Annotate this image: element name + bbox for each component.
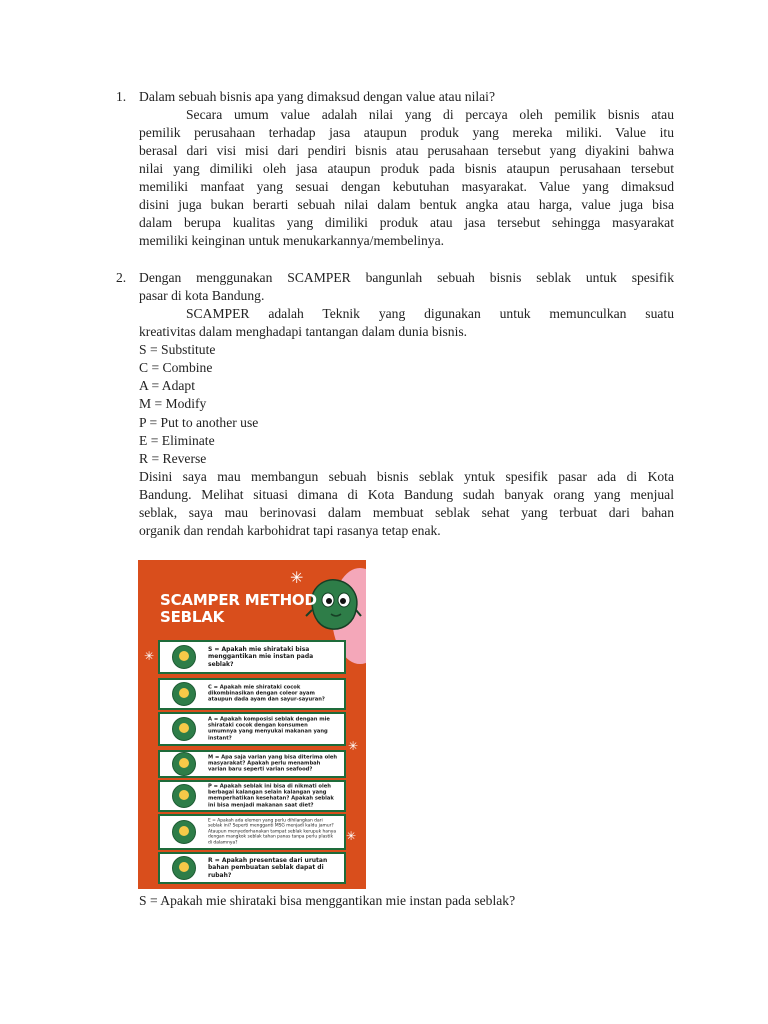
- q1-question: Dalam sebuah bisnis apa yang dimaksud dengan value atau nilai?: [139, 89, 495, 104]
- q2-plan-line: Disini saya mau membangun sebuah bisnis seblak yntuk spesifik pasar ada di Kota: [139, 469, 674, 484]
- card-text: C = Apakah mie shirataki cocok dikombinasikan dengan coleor ayam ataupun dada ayam dan sayur-sayuran?: [208, 684, 325, 704]
- scamper-item: M = Modify: [139, 396, 207, 411]
- avatar-icon: [172, 682, 196, 706]
- avatar-icon: [172, 645, 196, 669]
- q2-plan-line: Bandung. Melihat situasi dimana di Kota Bandung sudah banyak orang yang menjual: [139, 487, 674, 502]
- avatar-icon: [172, 752, 196, 776]
- card-text: R = Apakah presentase dari urutan bahan pembuatan seblak dapat di rubah?: [208, 856, 328, 879]
- scamper-card: [158, 750, 346, 778]
- card-text: E = Apakah ada elemen yang perlu dihilangkan dari seblak ini? Seperti mengganti MSG menjadi kaldu jamur? Ataupun menyedorhanakan tampat seblak kerupuk hanya dengan mangkok seblak tahan panas tanpa perlu plastik di dalamnya?: [208, 818, 337, 846]
- q1-number: 1.: [116, 89, 127, 104]
- scamper-card: [158, 814, 346, 850]
- q2-question-line: Dengan menggunakan SCAMPER bangunlah sebuah bisnis seblak untuk spesifik: [139, 270, 674, 285]
- scamper-card: [158, 712, 346, 746]
- poster-title: [160, 592, 317, 626]
- after-image-text: S = Apakah mie shirataki bisa menggantikan mie instan pada seblak?: [139, 893, 516, 908]
- avatar-icon: [172, 820, 196, 844]
- q2-intro-line: SCAMPER adalah Teknik yang digunakan untuk memunculkan suatu: [186, 306, 674, 321]
- avatar-icon: [172, 784, 196, 808]
- poster-title-line: SEBLAK: [160, 608, 225, 626]
- scamper-card: [158, 852, 346, 884]
- sparkle-icon: ✳: [348, 739, 359, 753]
- avatar-icon: [172, 856, 196, 880]
- card-text: A = Apakah komposisi seblak dengan mie shirataki cocok dengan konsumen umumnya yang menyukai makanan yang instant?: [208, 716, 330, 742]
- q1-answer-line: dalam berupa kualitas yang dimiliki produk atau jasa tersebut sehingga masyarakat: [139, 215, 674, 230]
- q2-plan-line: organik dan rendah karbohidrat tapi rasanya tetap enak.: [139, 523, 441, 538]
- scamper-card: [158, 780, 346, 812]
- q2-question-line: pasar di kota Bandung.: [139, 288, 265, 303]
- q2-plan-line: seblak, saya mau berinovasi dalam membuat seblak sehat yang terbuat dari bahan: [139, 505, 674, 520]
- q2-intro-line: kreativitas dalam menghadapi tantangan dalam dunia bisnis.: [139, 324, 468, 339]
- poster-title-line: SCAMPER METHOD: [160, 591, 317, 609]
- scamper-item: S = Substitute: [139, 342, 216, 357]
- q1-answer-line: memiliki keinginan untuk menukarkannya/membelinya.: [139, 233, 445, 248]
- q2-number: 2.: [116, 270, 127, 285]
- sparkle-icon: ✳: [144, 649, 155, 663]
- card-text: S = Apakah mie shirataki bisa menggantikan mie instan pada seblak?: [208, 645, 314, 668]
- card-text: M = Apa saja varian yang bisa diterima oleh masyarakat? Apakah perlu menambah varian baru seperti varian seafood?: [208, 754, 338, 774]
- q1-answer-line: pemilik perusahaan terhadap jasa ataupun produk yang mereka miliki. Value itu: [139, 125, 674, 140]
- avatar-icon: [172, 717, 196, 741]
- sparkle-icon: ✳: [346, 829, 357, 843]
- scamper-infographic: [138, 560, 366, 889]
- q1-answer-line: memiliki manfaat yang sesuai dengan kebutuhan masyarakat. Value yang dimaksud: [139, 179, 674, 194]
- q1-answer-line: nilai yang dimiliki oleh jasa ataupun produk pada bisnis ataupun perusahaan tersebut: [139, 161, 674, 176]
- card-text: P = Apakah seblak ini bisa di nikmati oleh berbagai kalangan selain kalangan yang memperhatikan kesehatan? Apakah seblak ini bisa menjadi makanan saat diet?: [208, 783, 334, 809]
- scamper-item: A = Adapt: [139, 378, 196, 393]
- scamper-item: E = Eliminate: [139, 433, 215, 448]
- scamper-item: P = Put to another use: [139, 415, 259, 430]
- scamper-item: C = Combine: [139, 360, 213, 375]
- q1-answer-line: berasal dari visi misi dari pendiri bisnis atau perusahaan tersebut yang diyakini bahwa: [139, 143, 674, 158]
- q1-answer-line: disini juga bukan berarti sebuah nilai dalam bentuk angka atau harga, value juga bisa: [139, 197, 674, 212]
- sparkle-icon: ✳: [290, 568, 304, 587]
- scamper-item: R = Reverse: [139, 451, 207, 466]
- q1-answer-line: Secara umum value adalah nilai yang di percaya oleh pemilik bisnis atau: [186, 107, 674, 122]
- scamper-card: [158, 678, 346, 710]
- scamper-card: [158, 640, 346, 674]
